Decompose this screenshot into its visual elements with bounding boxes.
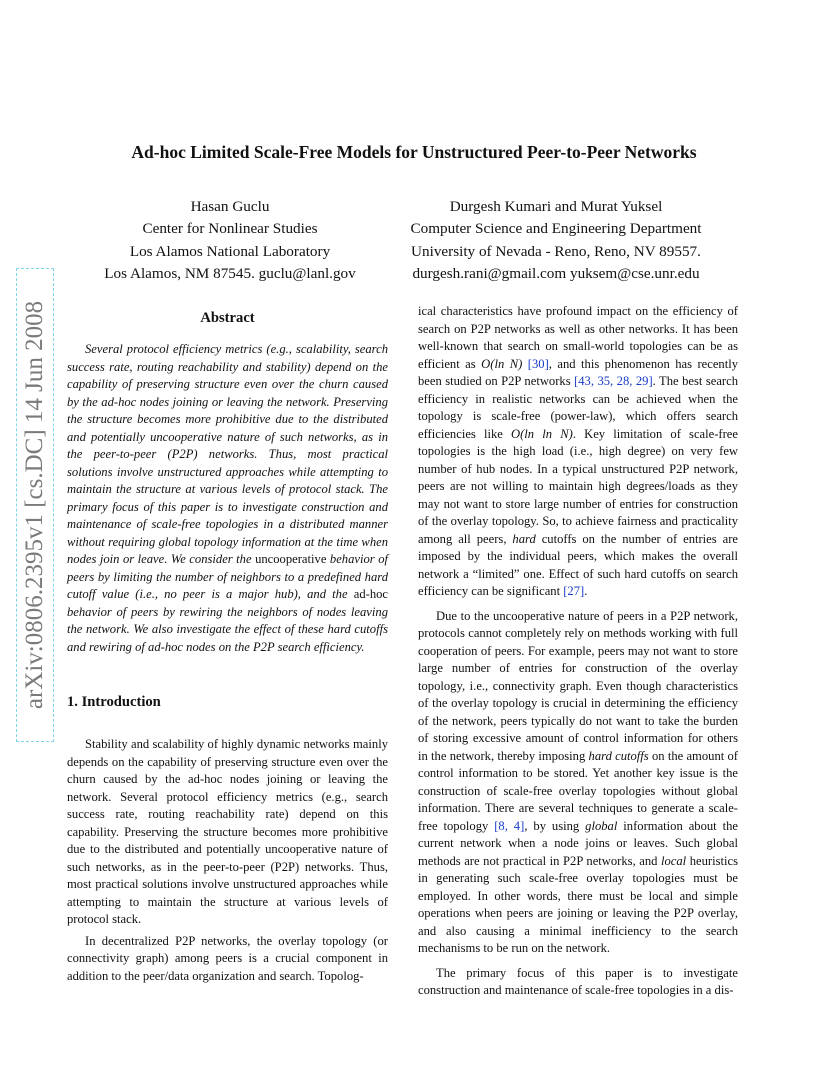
- math-expression: O(ln ln N): [511, 426, 573, 441]
- text-run: ical characteristics have profound impact on the efficiency of search on P2P networks as well as other networks. It has been well-known that search on small-world topologies can be as efficient as: [418, 304, 738, 371]
- text-run: , by using: [524, 818, 586, 833]
- arxiv-id: arXiv:0806.2395v1 [cs.DC] 14 Jun 2008: [21, 300, 48, 710]
- math-expression: O(ln N): [481, 356, 523, 371]
- body-paragraph: [418, 608, 738, 958]
- abstract-upright-run: ad-hoc: [353, 587, 388, 601]
- text-run: on the amount of control information to be stored. Yet another key issue is the construction of scale-free overlay topologies without global information. There are several techniques to generate a scale-free topology: [418, 748, 738, 833]
- text-run: information about the current network when a node joins or leaves. Such global methods are not practical in P2P networks, and: [418, 818, 738, 868]
- abstract-run: behavior of peers by rewiring the neighbors of nodes leaving the network. We also investigate the effect of these hard cutoffs and rewiring of ad-hoc nodes on the P2P search efficiency.: [67, 604, 388, 654]
- citation-link[interactable]: [30]: [527, 356, 549, 371]
- text-run: heuristics in generating such scale-free overlay topologies must be employed. In other words, there must be local and simple operations when peers are joining or leaving the P2P overlay, and also causing a minimal inefficiency to the search mechanisms to be run on the network.: [418, 853, 738, 955]
- citation-link[interactable]: [27]: [563, 584, 585, 598]
- left-column: [67, 308, 388, 985]
- abstract-run: Several protocol efficiency metrics (e.g., scalability, search success rate, routing reachability and stability) depend on the capability of preserving structure even over the churn caused by the ad-hoc nodes joining or leaving the network. Preserving the structure becomes more prohibitive due to the distributed and potentially uncooperative nature of such networks, as in the peer-to-peer (P2P) networks. Thus, most practical solutions involve unstructured approaches while attempting to maintain the structure at various levels of protocol stack. The primary focus of this paper is to investigate construction and maintenance of scale-free topologies in a distributed manner without requiring global topology information at the time when nodes join or leave. We consider the: [67, 342, 388, 566]
- author-emails: durgesh.rani@gmail.com yuksem@cse.unr.edu: [412, 264, 700, 282]
- emphasis-run: hard: [512, 531, 536, 546]
- author-department: Center for Nonlinear Studies: [142, 220, 318, 238]
- author-organization: University of Nevada - Reno, Reno, NV 89557.: [411, 242, 701, 260]
- citation-link[interactable]: [8, 4]: [494, 818, 525, 833]
- author-address-email: Los Alamos, NM 87545. guclu@lanl.gov: [104, 264, 356, 282]
- body-paragraph: The primary focus of this paper is to investigate construction and maintenance of scale-free topologies in a dis-: [418, 965, 738, 997]
- right-column: [418, 303, 738, 1000]
- section-heading-introduction: 1. Introduction: [67, 694, 161, 710]
- text-run: . The best search efficiency in realistic networks can be achieved when the topology is scale-free (power-law), which offers search efficiencies like: [418, 374, 738, 441]
- author-department: Computer Science and Engineering Department: [410, 220, 702, 238]
- intro-paragraph-2: In decentralized P2P networks, the overlay topology (or connectivity graph) among peers is a crucial component in addition to the peer/data organization and search. Topolog-: [67, 933, 388, 983]
- author-block-right: [390, 196, 722, 285]
- text-run: .: [584, 584, 588, 598]
- author-block-left: [85, 196, 375, 285]
- arxiv-identifier-stamp: [16, 268, 54, 742]
- text-run: . Key limitation of scale-free topologies is the high load (i.e., high degree) on very few number of hub nodes. In a typical unstructured P2P network, peers are not willing to maintain high degrees/loads as they may not want to store large number of entries for construction of the overlay topology. So, to achieve fairness and practicality among all peers,: [418, 426, 738, 546]
- author-organization: Los Alamos National Laboratory: [129, 242, 331, 260]
- abstract-upright-run: uncooperative: [255, 552, 327, 566]
- emphasis-run: global: [585, 818, 618, 833]
- abstract-run: behavior of peers by limiting the number of neighbors to a predefined hard cutoff value (i.e., no peer is a major hub), and the: [67, 552, 388, 601]
- text-run: , and this phenomenon has recently been studied on P2P networks: [418, 356, 739, 388]
- author-name: Durgesh Kumari and Murat Yuksel: [449, 198, 663, 215]
- emphasis-run: hard cutoffs: [588, 748, 649, 763]
- abstract-heading: Abstract: [200, 310, 255, 326]
- citation-link[interactable]: [43, 35, 28, 29]: [574, 374, 653, 388]
- abstract-text: [67, 341, 388, 656]
- author-name: Hasan Guclu: [190, 198, 270, 215]
- body-paragraph-continued: [418, 303, 738, 601]
- emphasis-run: local: [661, 853, 687, 868]
- paper-title: Ad-hoc Limited Scale-Free Models for Unstructured Peer-to-Peer Networks: [131, 142, 697, 162]
- text-run: Due to the uncooperative nature of peers in a P2P network, protocols cannot completely rely on methods working with full cooperation of peers. For example, peers may not want to store large number of entries for construction of the overlay topology, i.e., connectivity graph. Even though characteristics of the overlay topology is crucial in determining the efficiency of the network, peers typically do not want to take the burden of storing excessive amount of control information for others in the network, thereby imposing: [418, 608, 738, 763]
- text-run: cutoffs on the number of entries are imposed by the individual peers, which makes the overall network a “limited” one. Effect of such hard cutoffs on search efficiency can be significant: [418, 531, 738, 598]
- intro-paragraph-1: Stability and scalability of highly dynamic networks mainly depends on the capability of preserving structure even over the churn caused by the ad-hoc nodes joining or leaving the network. Several protocol efficiency metrics (e.g., search success rate, routing reachability rate) depend on this capability. Preserving the structure becomes more prohibitive due to the distributed and potentially uncooperative nature of such networks, as in the peer-to-peer (P2P) networks. Thus, most practical solutions involve unstructured approaches while attempting to maintain the structure at various levels of protocol stack.: [67, 737, 388, 926]
